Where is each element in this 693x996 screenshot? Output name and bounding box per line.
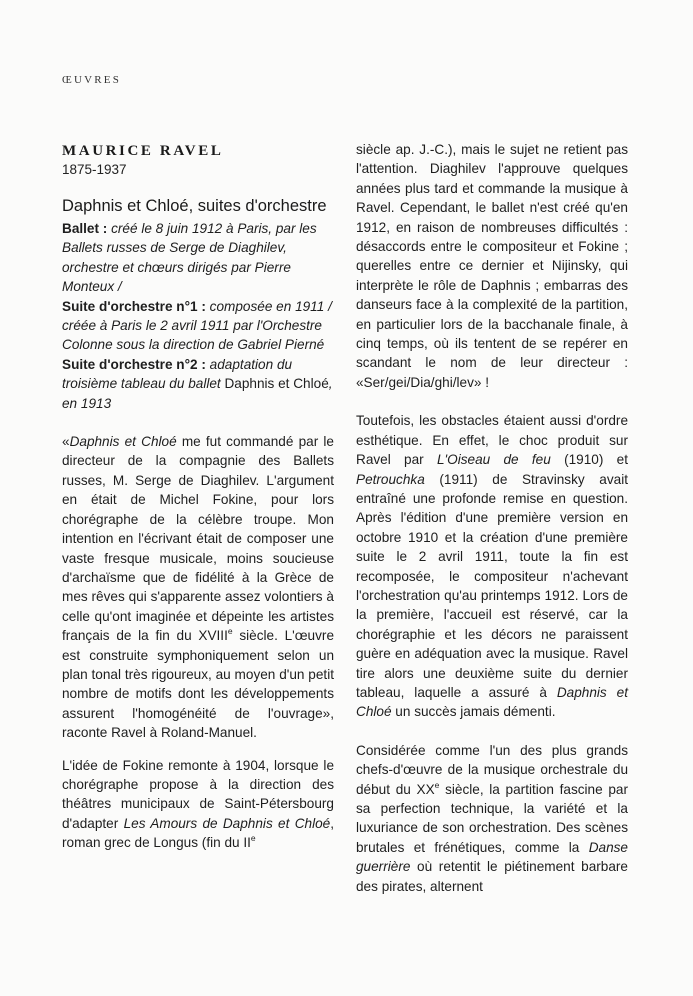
suite2-text-a: adaptation du troisième tableau du ballet: [62, 356, 293, 392]
right-column: [356, 136, 628, 896]
obstacles-paragraph: [356, 411, 628, 722]
left-column: [62, 136, 334, 853]
quote-text-b: siècle. L'œuvre est construite symphoniquement selon un plan tonal très rigoureux, au moyen d'un petit nombre de motifs dont les développements assurent l'homogénéité de l'ouvrage», raconte Ravel à Roland-Manuel.: [62, 628, 335, 741]
ballet-text: créé le 8 juin 1912 à Paris, par les Ballets russes de Serge de Diaghilev, orchestre et chœurs dirigés par Pierre Monteux /: [62, 221, 317, 295]
fokine-text-a: L'idée de Fokine remonte à 1904, lorsque le chorégraphe propose à la direction des théâtres municipaux de Saint-Pétersbourg d'adapter: [62, 757, 334, 831]
composer-name: MAURICE RAVEL: [62, 143, 224, 159]
obstacles-text-d: un succès jamais démenti.: [391, 704, 556, 720]
composer-dates: 1875-1937: [62, 162, 127, 177]
fokine-text-c: siècle ap. J.-C.), mais le sujet ne retient pas l'attention. Diaghilev l'approuve quelques années plus tard et commande la musique à Ravel. Cependant, le ballet n'est créé qu'en 1912, en raison de nombreuses difficultés : désaccords entre le compositeur et Fokine ; querelles entre ce dernier et Nijinsky, qui interprète le rôle de Daphnis ; embarras des danseurs face à la complexité de la partition, en particulier lors de la bacchanale finale, à cinq temps, où ils tentent de se repérer en scandant le nom de leur directeur : «Ser/gei/Dia/ghi/lev» !: [356, 142, 628, 390]
work-title: Daphnis et Chloé, suites d'orchestre: [62, 197, 327, 215]
obstacles-text-b: (1910) et: [550, 452, 628, 468]
section-label: ŒUVRES: [62, 74, 122, 86]
quote-sup: e: [227, 626, 233, 637]
chef-text-b: siècle, la partition fascine par sa perfection technique, la variété et la luxuriance de son orchestration. Des scènes brutales et frénétiques, comme la: [356, 781, 629, 855]
chef-sup: e: [434, 779, 440, 790]
obstacles-text-a: Toutefois, les obstacles étaient aussi d'ordre esthétique. En effet, le choc produit sur Ravel par: [356, 413, 628, 468]
ravel-quote-paragraph: [62, 432, 334, 743]
work-details: [62, 219, 334, 413]
quote-text-a: me fut commandé par le directeur de la compagnie des Ballets russes, M. Serge de Diaghilev. L'argument en était de Michel Fokine, pour lors chorégraphe de la célèbre troupe. Mon intention en l'écrivant était de composer une vaste fresque musicale, moins soucieuse d'archaïsme que de fidélité à la Grèce de mes rêves qui s'apparente assez volontiers à celle qu'ont imaginée et dépeinte les artistes français de la fin du XVIII: [62, 434, 334, 644]
suite2-label: Suite d'orchestre n°2 :: [62, 356, 210, 372]
suite2-text-b: , en 1913: [62, 376, 333, 411]
suite1-label: Suite d'orchestre n°1 :: [62, 298, 210, 314]
quote-work-title: Daphnis et Chloé: [69, 434, 177, 450]
obstacles-text-c: (1911) de Stravinsky avait entraîné une profonde remise en question. Après l'édition d'une première version en octobre 1910 et la création d'une première suite le 2 avril 1911, toute la fin est recomposée, le compositeur n'achevant l'orchestration qu'au printemps 1912. Lors de la première, l'accueil est réservé, car la chorégraphie et les décors ne paraissent guère en adéquation avec la musique. Ravel tire alors une deuxième suite du dernier tableau, laquelle a assuré à: [356, 471, 628, 700]
suite1-text: composée en 1911 / créée à Paris le 2 avril 1911 par l'Orchestre Colonne sous la direction de Gabriel Pierné: [62, 298, 332, 353]
suite2-title: Daphnis et Chloé: [224, 376, 329, 392]
ballet-label: Ballet :: [62, 221, 112, 236]
obstacles-title2: Petrouchka: [356, 471, 425, 487]
chef-text-a: Considérée comme l'un des plus grands chefs-d'œuvre de la musique orchestrale du début du XX: [356, 742, 628, 797]
quote-open: «: [62, 434, 70, 450]
fokine-text-b: , roman grec de Longus (fin du II: [62, 815, 334, 851]
fokine-title: Les Amours de Daphnis et Chloé: [123, 815, 331, 831]
chef-doeuvre-paragraph: [356, 741, 628, 896]
fokine-sup: e: [250, 833, 256, 844]
fokine-paragraph-continued: [356, 140, 628, 392]
obstacles-title3: Daphnis et Chloé: [356, 684, 628, 720]
obstacles-title1: L'Oiseau de feu: [436, 452, 551, 468]
chef-title: Danse guerrière: [356, 839, 628, 875]
fokine-paragraph-start: [62, 756, 334, 853]
chef-text-c: où retentit le piétinement barbare des pirates, alternent: [356, 859, 628, 894]
